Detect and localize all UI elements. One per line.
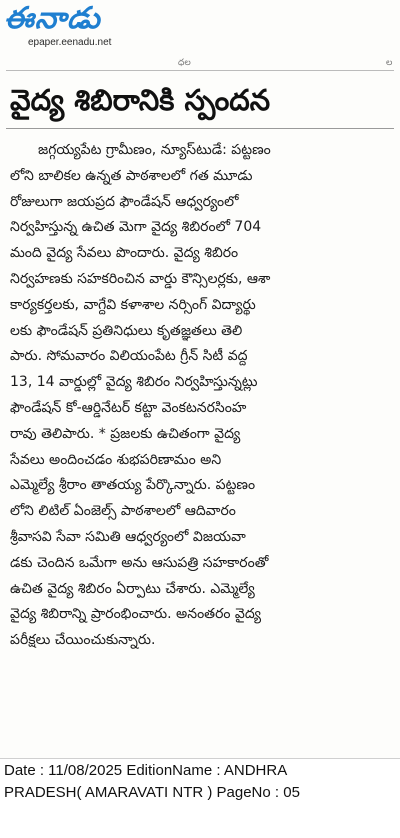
site-url: epaper.eenadu.net bbox=[28, 37, 112, 48]
article-line: జగ్గయ్యపేట గ్రామీణం, న్యూస్‌టుడే: పట్టణం bbox=[38, 142, 271, 158]
article-line: లోని బాలికల ఉన్నత పాఠశాలలో గత మూడు bbox=[10, 167, 253, 184]
article-body bbox=[10, 138, 390, 654]
eenadu-logo: ఈనాడు bbox=[4, 1, 101, 36]
article-line: లకు ఫౌండేషన్ ప్రతినిధులు కృతజ్ఞతలు తెలి bbox=[10, 322, 243, 339]
edition-footer bbox=[4, 760, 396, 804]
article-line: రావు తెలిపారు. * ప్రజలకు ఉచితంగా వైద్య bbox=[10, 425, 241, 442]
column-edge-mark-left: ధల bbox=[178, 58, 191, 68]
article-line: సేవలు అందించడం శుభపరిణామం అని bbox=[10, 451, 222, 468]
article-line: మంది వైద్య సేవలు పొందారు. వైద్య శిబిరం bbox=[10, 245, 239, 262]
top-divider bbox=[6, 70, 394, 71]
article-line: 13, 14 వార్డుల్లో వైద్య శిబిరం నిర్వహిస్తున్నట్లు bbox=[10, 374, 258, 391]
article-line: వైద్య శిబిరాన్ని ప్రారంభించారు. అనంతరం వైద్య bbox=[10, 606, 262, 623]
article-line: లోని లిటిల్ ఏంజెల్స్ పాఠశాలలో ఆదివారం bbox=[10, 503, 236, 520]
article-line: నిర్వహిస్తున్న ఉచిత మెగా వైద్య శిబిరంలో 704 bbox=[10, 219, 262, 236]
article-line: ఎమ్మెల్యే శ్రీరాం తాతయ్య పేర్కొన్నారు. పట్టణం bbox=[10, 477, 256, 494]
article-line: శ్రీవాసవి సేవా సమితి ఆధ్వర్యంలో విజయవా bbox=[10, 528, 246, 545]
masthead bbox=[4, 2, 154, 52]
article-line: కార్యకర్తలకు, వాగ్దేవి కళాశాల నర్సింగ్ విద్యార్థు bbox=[10, 296, 256, 313]
edition-footer-line: PRADESH( AMARAVATI NTR ) PageNo : 05 bbox=[4, 784, 300, 801]
article-headline: వైద్య శిబిరానికి స్పందన bbox=[10, 83, 271, 117]
edition-footer-line: Date : 11/08/2025 EditionName : ANDHRA bbox=[4, 762, 288, 779]
article-line: పరీక్షలు చేయించుకున్నారు. bbox=[10, 632, 156, 649]
article-line: రోజులుగా జయప్రద ఫౌండేషన్ ఆధ్వర్యంలో bbox=[10, 193, 239, 210]
article-line: పారు. సోమవారం విలియంపేట గ్రీన్ సిటీ వద్ద bbox=[10, 348, 248, 365]
article-line: ఫౌండేషన్ కో-ఆర్డినేటర్ కట్టా వెంకటనరసింహ bbox=[10, 399, 247, 416]
column-edge-mark-right: ల bbox=[386, 58, 393, 68]
article-line: డకు చెందిన ఒమేగా అను ఆసుపత్రి సహకారంతో bbox=[10, 554, 269, 571]
article-line: ఉచిత వైద్య శిబిరం ఏర్పాటు చేశారు. ఎమ్మెల్యే bbox=[10, 580, 255, 597]
article-line: నిర్వహణకు సహకరించిన వార్డు కౌన్సిలర్లకు, ఆశా bbox=[10, 270, 271, 287]
headline-divider bbox=[6, 128, 394, 129]
